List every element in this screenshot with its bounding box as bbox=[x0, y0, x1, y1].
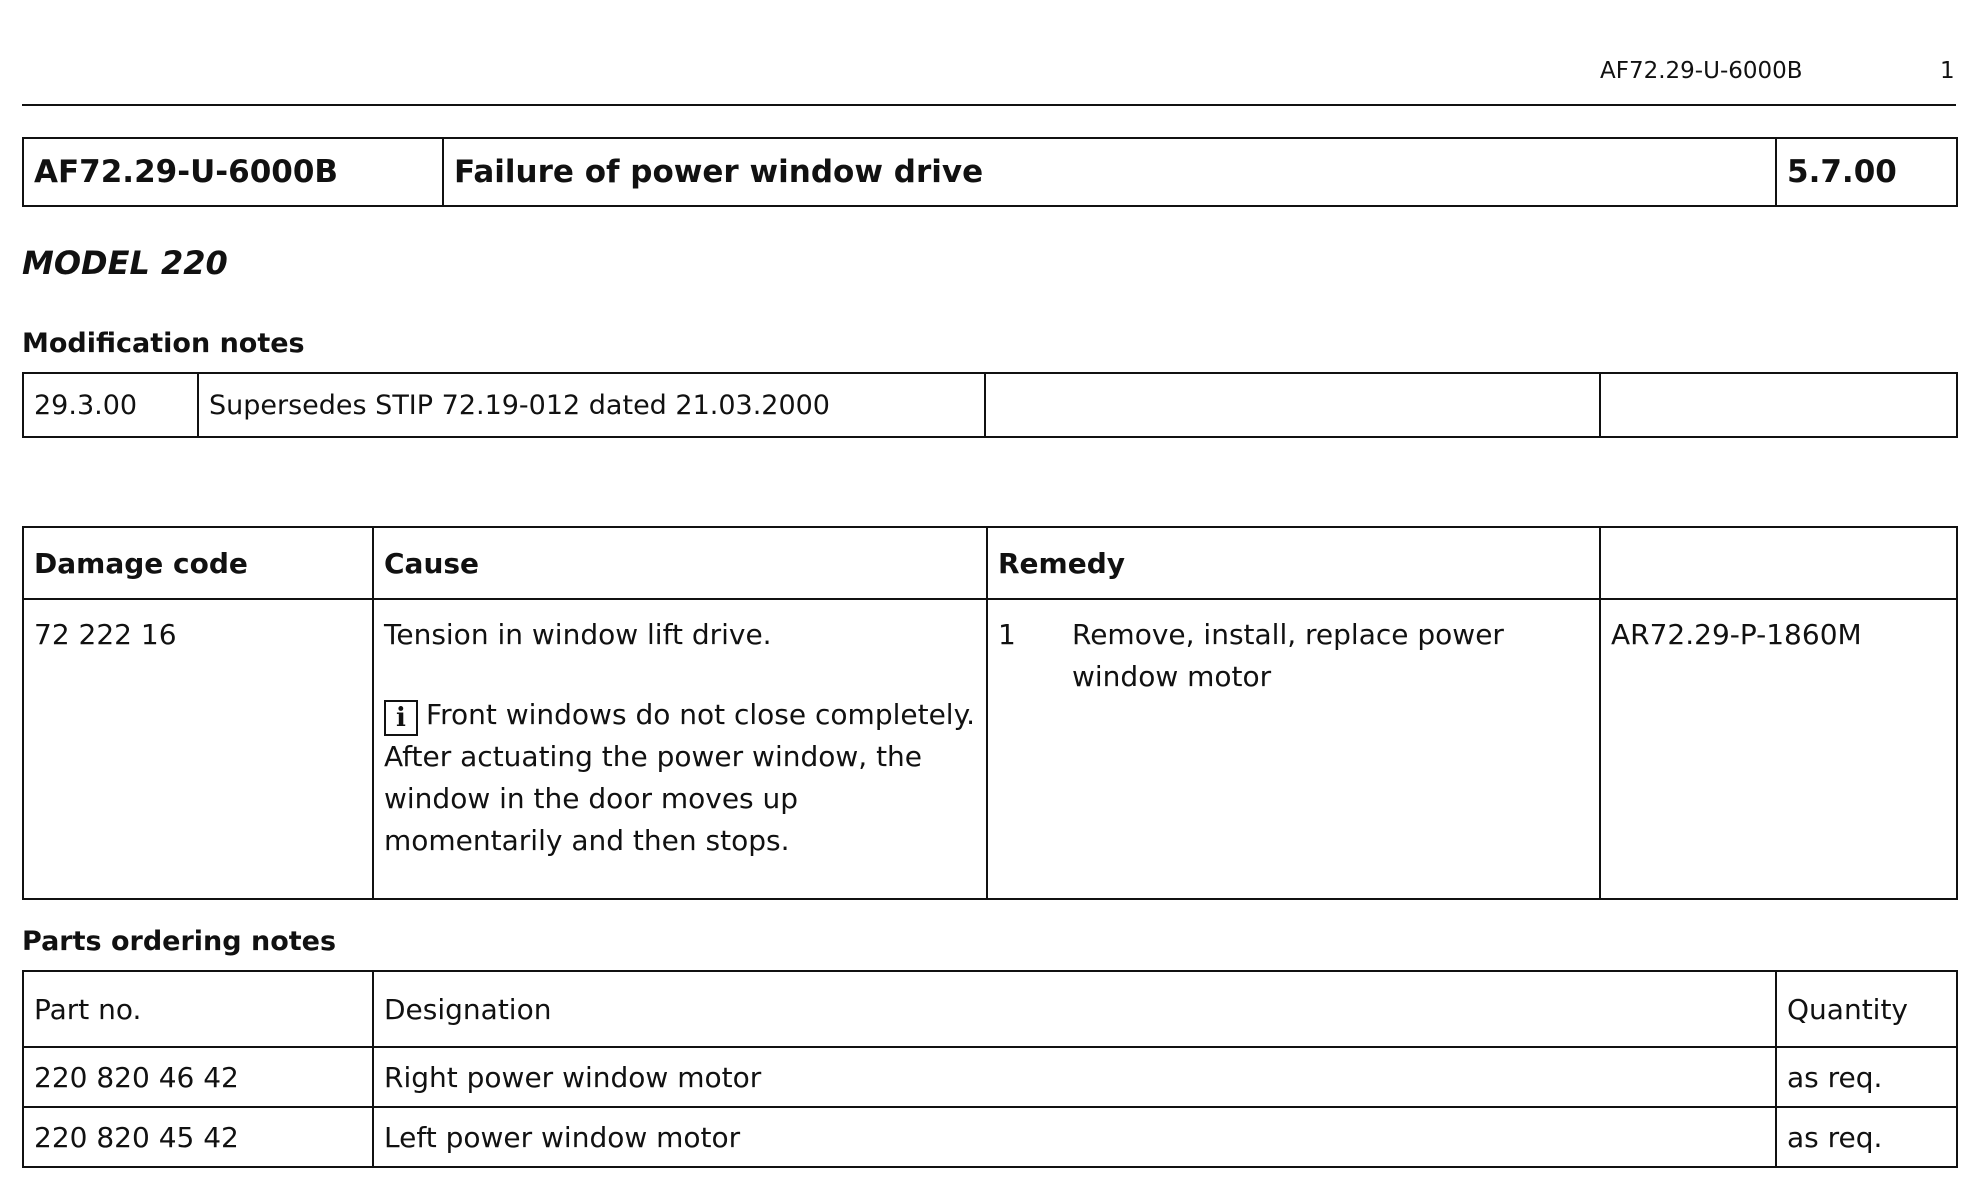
header-part-no: Part no. bbox=[23, 971, 373, 1047]
table-row bbox=[23, 1107, 1957, 1167]
title-table bbox=[22, 137, 1958, 207]
part-designation: Left power window motor bbox=[373, 1107, 1776, 1167]
part-designation: Right power window motor bbox=[373, 1047, 1776, 1107]
parts-table bbox=[22, 970, 1958, 1168]
document-title: Failure of power window drive bbox=[443, 138, 1776, 206]
cause-note bbox=[384, 694, 976, 862]
cause-note-text: Front windows do not close completely. After actuating the power window, the window in the door moves up momentarily and then stops. bbox=[384, 698, 976, 857]
remedy-cell bbox=[987, 599, 1600, 899]
modification-row bbox=[23, 373, 1957, 437]
part-quantity: as req. bbox=[1776, 1107, 1957, 1167]
damage-table-header bbox=[23, 527, 1957, 599]
parts-ordering-heading: Parts ordering notes bbox=[22, 926, 337, 957]
modification-notes-heading: Modification notes bbox=[22, 328, 305, 359]
title-date: 5.7.00 bbox=[1776, 138, 1957, 206]
modification-empty-cell bbox=[985, 373, 1600, 437]
cause-text: Tension in window lift drive. bbox=[384, 618, 772, 651]
info-icon: i bbox=[384, 700, 418, 736]
modification-empty-cell bbox=[1600, 373, 1957, 437]
modification-date: 29.3.00 bbox=[23, 373, 198, 437]
remedy-text: Remove, install, replace power window motor bbox=[1072, 618, 1504, 693]
parts-table-header bbox=[23, 971, 1957, 1047]
modification-text: Supersedes STIP 72.19-012 dated 21.03.2000 bbox=[198, 373, 985, 437]
header-cause: Cause bbox=[373, 527, 987, 599]
header-reference bbox=[1600, 527, 1957, 599]
header-damage-code: Damage code bbox=[23, 527, 373, 599]
reference-link[interactable]: AR72.29-P-1860M bbox=[1600, 599, 1957, 899]
page-header bbox=[22, 40, 1956, 106]
cause-cell bbox=[373, 599, 987, 899]
header-remedy: Remedy bbox=[987, 527, 1600, 599]
header-quantity: Quantity bbox=[1776, 971, 1957, 1047]
part-number: 220 820 45 42 bbox=[23, 1107, 373, 1167]
header-doc-code: AF72.29-U-6000B bbox=[1600, 58, 1803, 84]
header-page-number: 1 bbox=[1940, 58, 1955, 84]
title-code: AF72.29-U-6000B bbox=[23, 138, 443, 206]
damage-code: 72 222 16 bbox=[23, 599, 373, 899]
model-heading: MODEL 220 bbox=[22, 244, 228, 282]
remedy-step-number: 1 bbox=[998, 618, 1016, 651]
part-number: 220 820 46 42 bbox=[23, 1047, 373, 1107]
modification-notes-table bbox=[22, 372, 1958, 438]
part-quantity: as req. bbox=[1776, 1047, 1957, 1107]
header-designation: Designation bbox=[373, 971, 1776, 1047]
table-row bbox=[23, 1047, 1957, 1107]
damage-table bbox=[22, 526, 1958, 900]
damage-row bbox=[23, 599, 1957, 899]
